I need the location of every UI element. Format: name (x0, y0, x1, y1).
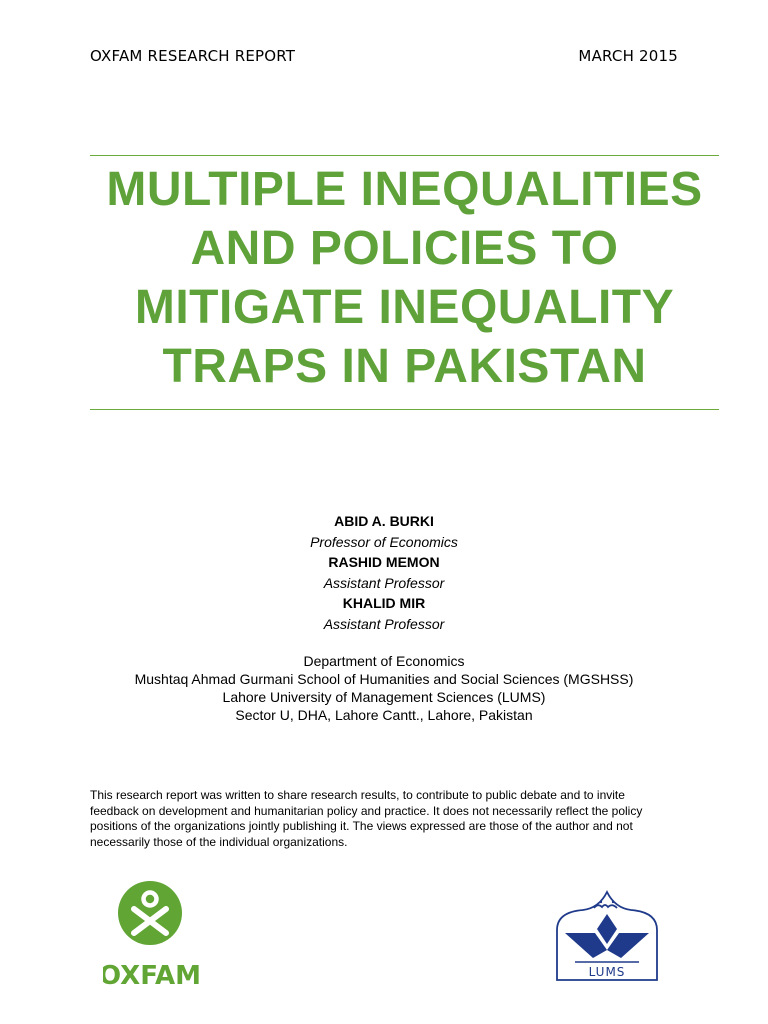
department-line: Sector U, DHA, Lahore Cantt., Lahore, Pakistan (235, 707, 533, 723)
oxfam-logo-mark (103, 880, 199, 990)
title-bottom-rule (90, 409, 719, 410)
title-line: AND POLICIES TO (190, 222, 619, 275)
oxfam-logo (103, 880, 199, 990)
disclaimer-line: This research report was written to share research results, to contribute to public debate and to invite (90, 788, 625, 802)
disclaimer-line: necessarily those of the individual organizations. (90, 834, 348, 849)
author-name: KHALID MIR (342, 595, 426, 611)
oxfam-logo-wordmark: OXFAM (103, 961, 199, 990)
author-name: ABID A. BURKI (334, 513, 434, 529)
report-header (90, 47, 678, 67)
report-title (90, 160, 719, 396)
disclaimer-line: positions of the organizations jointly publishing it. The views expressed are those of the author and not (90, 819, 633, 833)
lums-logo (553, 888, 661, 984)
department-line: Department of Economics (303, 653, 465, 669)
department-address (0, 652, 768, 724)
author-role: Assistant Professor (323, 574, 445, 591)
department-line: Lahore University of Management Sciences (LUMS) (222, 689, 546, 705)
title-line: MITIGATE INEQUALITY (134, 281, 675, 334)
author-role: Professor of Economics (310, 533, 458, 550)
title-top-rule (90, 155, 719, 156)
title-line: MULTIPLE INEQUALITIES (106, 163, 703, 216)
author-list (0, 511, 768, 634)
report-date: MARCH 2015 (578, 47, 678, 65)
author-role: Assistant Professor (323, 615, 445, 632)
title-line: TRAPS IN PAKISTAN (162, 340, 647, 393)
disclaimer-line: feedback on development and humanitarian policy and practice. It does not necessarily reflect the policy (90, 803, 643, 818)
department-line: Mushtaq Ahmad Gurmani School of Humanities and Social Sciences (MGSHSS) (134, 671, 634, 687)
report-series-label: OXFAM RESEARCH REPORT (90, 47, 296, 65)
lums-logo-wordmark: LUMS (588, 965, 626, 979)
lums-logo-mark (553, 888, 661, 984)
disclaimer-text (90, 788, 690, 850)
author-name: RASHID MEMON (328, 554, 440, 570)
